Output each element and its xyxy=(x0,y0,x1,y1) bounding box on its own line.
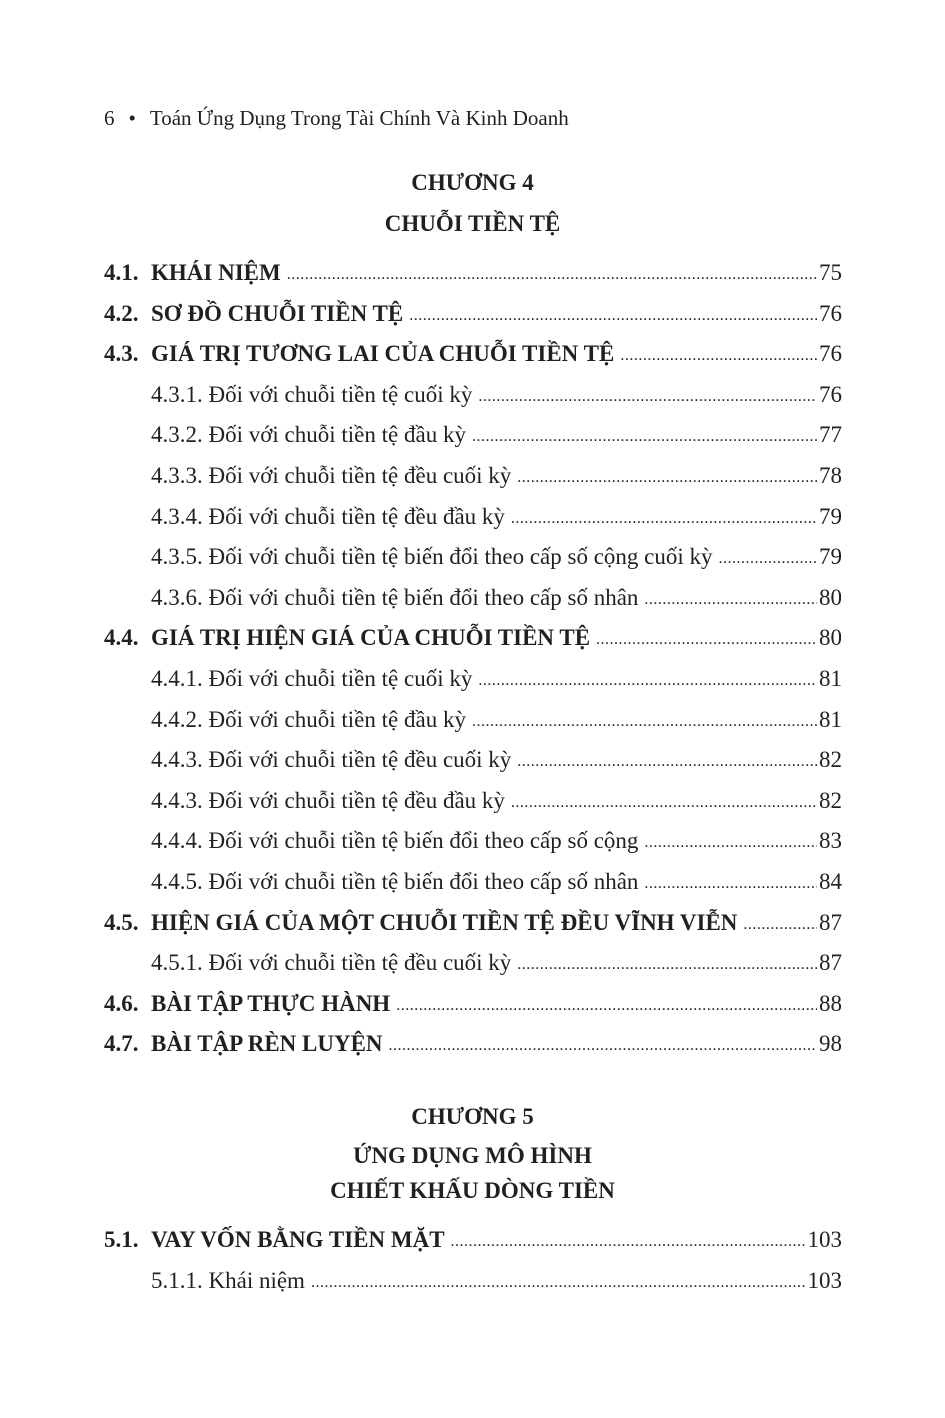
toc-entry-title: 4.4.4. Đối với chuỗi tiền tệ biến đổi theo cấp số cộng xyxy=(151,828,639,854)
dot-leader xyxy=(511,503,817,529)
dot-leader xyxy=(451,1226,806,1252)
toc-entry-page-number: 76 xyxy=(819,300,842,326)
toc-entry-title: 4.3.6. Đối với chuỗi tiền tệ biến đổi theo cấp số nhân xyxy=(151,584,639,610)
toc-entry-title: 4.3.5. Đối với chuỗi tiền tệ biến đổi theo cấp số cộng cuối kỳ xyxy=(151,544,713,570)
toc-entry[interactable] xyxy=(104,707,842,748)
dot-leader xyxy=(478,381,817,407)
dot-leader xyxy=(409,300,817,326)
toc-entry-title: SƠ ĐỒ CHUỖI TIỀN TỆ xyxy=(151,300,404,326)
toc-entry-page-number: 77 xyxy=(819,422,842,448)
toc-entry[interactable] xyxy=(104,504,842,545)
toc-entry[interactable] xyxy=(104,585,842,626)
toc-entry[interactable] xyxy=(104,991,842,1032)
toc-entry[interactable] xyxy=(104,260,842,301)
toc-entry-title: 5.1.1. Khái niệm xyxy=(151,1267,305,1293)
toc-entry[interactable] xyxy=(104,747,842,788)
dot-leader xyxy=(596,624,817,650)
toc-entry-title: 4.3.1. Đối với chuỗi tiền tệ cuối kỳ xyxy=(151,381,473,407)
dot-leader xyxy=(644,827,817,853)
toc-entry[interactable] xyxy=(104,1031,842,1072)
toc-entry-page-number: 83 xyxy=(819,828,842,854)
toc-entry-page-number: 79 xyxy=(819,503,842,529)
toc-entry[interactable] xyxy=(104,910,842,951)
chapter-5-heading xyxy=(0,1104,945,1204)
toc-entry-number: 4.4. xyxy=(104,625,139,651)
dot-leader xyxy=(517,462,817,488)
toc-entry-page-number: 87 xyxy=(819,909,842,935)
toc-entry-page-number: 78 xyxy=(819,462,842,488)
toc-entry-title: 4.3.4. Đối với chuỗi tiền tệ đều đầu kỳ xyxy=(151,503,505,529)
toc-entry-page-number: 81 xyxy=(819,706,842,732)
dot-leader xyxy=(478,665,817,691)
toc-entry-number: 4.1. xyxy=(104,260,139,285)
toc-entry[interactable] xyxy=(104,625,842,666)
dot-leader xyxy=(620,340,817,366)
toc-entry[interactable] xyxy=(104,1268,842,1309)
toc-entry-title: KHÁI NIỆM xyxy=(151,260,281,285)
chapter-5-title-line-2: CHIẾT KHẤU DÒNG TIỀN xyxy=(330,1178,615,1203)
toc-entry-number: 4.3. xyxy=(104,341,139,367)
toc-entry-title: 4.4.2. Đối với chuỗi tiền tệ đầu kỳ xyxy=(151,706,466,732)
dot-leader xyxy=(389,1030,817,1056)
toc-entry[interactable] xyxy=(104,422,842,463)
toc-entry-title: 4.4.3. Đối với chuỗi tiền tệ đều cuối kỳ xyxy=(151,747,512,773)
chapter-5-toc xyxy=(104,1227,842,1308)
toc-entry-page-number: 76 xyxy=(819,381,842,407)
toc-entry[interactable] xyxy=(104,544,842,585)
toc-entry-title: GIÁ TRỊ TƯƠNG LAI CỦA CHUỖI TIỀN TỆ xyxy=(151,341,615,367)
toc-entry-page-number: 82 xyxy=(819,747,842,773)
toc-entry-page-number: 82 xyxy=(819,787,842,813)
toc-entry-page-number: 80 xyxy=(819,584,842,610)
chapter-4-toc xyxy=(104,260,842,1072)
toc-entry[interactable] xyxy=(104,666,842,707)
toc-entry-page-number: 75 xyxy=(819,260,842,285)
dot-leader xyxy=(719,543,817,569)
dot-leader xyxy=(644,584,817,610)
toc-entry-page-number: 103 xyxy=(807,1227,842,1252)
toc-entry-page-number: 88 xyxy=(819,990,842,1016)
toc-entry[interactable] xyxy=(104,341,842,382)
toc-entry[interactable] xyxy=(104,950,842,991)
dot-leader xyxy=(287,259,817,285)
toc-entry-page-number: 84 xyxy=(819,868,842,894)
toc-entry-title: BÀI TẬP RÈN LUYỆN xyxy=(151,1031,383,1057)
dot-leader xyxy=(644,868,817,894)
toc-entry-page-number: 87 xyxy=(819,950,842,976)
book-title: Toán Ứng Dụng Trong Tài Chính Và Kinh Doanh xyxy=(149,106,569,130)
dot-leader xyxy=(517,949,817,975)
bullet-separator: • xyxy=(128,106,136,130)
chapter-5-title-line-1: ỨNG DỤNG MÔ HÌNH xyxy=(353,1143,592,1168)
toc-entry-title: BÀI TẬP THỰC HÀNH xyxy=(151,990,391,1016)
toc-entry[interactable] xyxy=(104,869,842,910)
page-number: 6 xyxy=(104,106,115,130)
toc-entry-page-number: 103 xyxy=(807,1267,842,1293)
dot-leader xyxy=(743,909,817,935)
toc-entry-page-number: 98 xyxy=(819,1031,842,1057)
toc-entry-title: 4.4.5. Đối với chuỗi tiền tệ biến đổi theo cấp số nhân xyxy=(151,868,639,894)
toc-entry-page-number: 80 xyxy=(819,625,842,651)
running-head xyxy=(104,106,569,131)
toc-entry-page-number: 81 xyxy=(819,665,842,691)
toc-entry-title: HIỆN GIÁ CỦA MỘT CHUỖI TIỀN TỆ ĐỀU VĨNH VIỄN xyxy=(151,909,738,935)
chapter-4-heading xyxy=(0,170,945,237)
chapter-5-label: CHƯƠNG 5 xyxy=(411,1104,534,1129)
toc-entry-number: 4.6. xyxy=(104,990,139,1016)
toc-entry-number: 4.7. xyxy=(104,1031,139,1057)
toc-entry-title: 4.3.3. Đối với chuỗi tiền tệ đều cuối kỳ xyxy=(151,462,512,488)
toc-entry-page-number: 79 xyxy=(819,544,842,570)
dot-leader xyxy=(511,787,817,813)
chapter-4-label: CHƯƠNG 4 xyxy=(411,170,534,195)
toc-entry-number: 5.1. xyxy=(104,1227,139,1252)
toc-entry-title: VAY VỐN BẰNG TIỀN MẶT xyxy=(151,1227,445,1252)
toc-entry[interactable] xyxy=(104,828,842,869)
toc-entry-title: 4.3.2. Đối với chuỗi tiền tệ đầu kỳ xyxy=(151,422,466,448)
toc-entry-title: 4.4.1. Đối với chuỗi tiền tệ cuối kỳ xyxy=(151,665,473,691)
toc-entry[interactable] xyxy=(104,463,842,504)
dot-leader xyxy=(517,746,817,772)
dot-leader xyxy=(472,421,817,447)
chapter-4-title: CHUỖI TIỀN TỆ xyxy=(384,211,561,236)
toc-entry[interactable] xyxy=(104,301,842,342)
toc-entry[interactable] xyxy=(104,382,842,423)
toc-entry-title: 4.5.1. Đối với chuỗi tiền tệ đều cuối kỳ xyxy=(151,950,512,976)
toc-entry[interactable] xyxy=(104,788,842,829)
dot-leader xyxy=(396,990,817,1016)
toc-entry[interactable] xyxy=(104,1227,842,1268)
dot-leader xyxy=(472,706,817,732)
toc-entry-title: 4.4.3. Đối với chuỗi tiền tệ đều đầu kỳ xyxy=(151,787,505,813)
toc-entry-title: GIÁ TRỊ HIỆN GIÁ CỦA CHUỖI TIỀN TỆ xyxy=(151,625,591,651)
dot-leader xyxy=(311,1267,806,1293)
toc-entry-number: 4.2. xyxy=(104,300,139,326)
toc-entry-page-number: 76 xyxy=(819,341,842,367)
toc-entry-number: 4.5. xyxy=(104,909,139,935)
